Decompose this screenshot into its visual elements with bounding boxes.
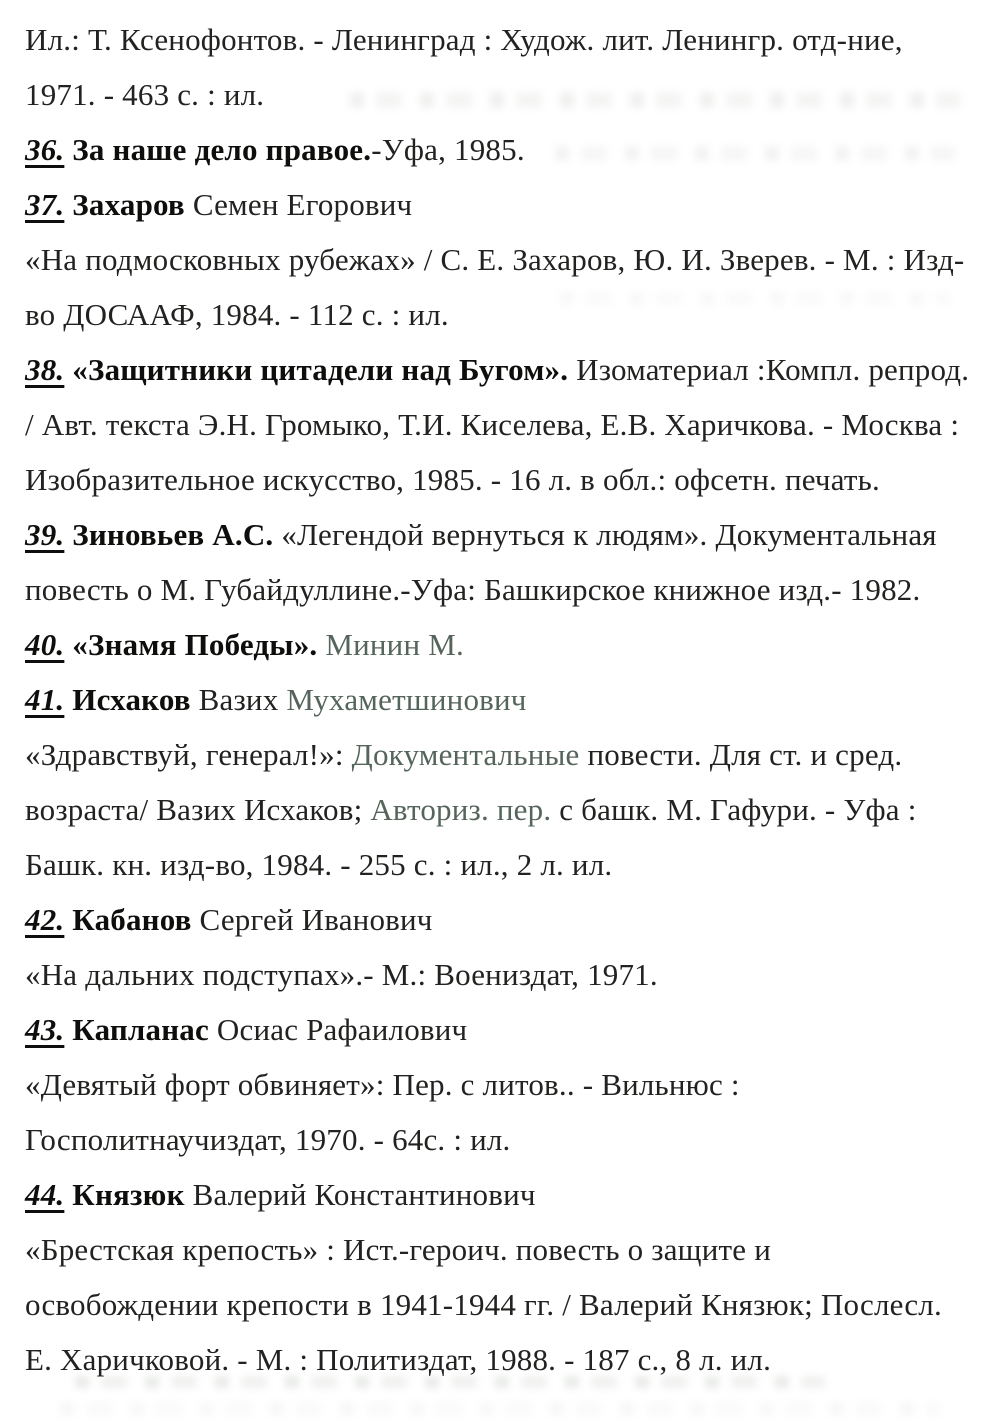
bib-text-segment: Ил.: Т. Ксенофонтов. - Ленинград : Худож. лит. Ленингр. отд-ние, bbox=[25, 22, 903, 57]
bib-text-segment: Осиас Рафаилович bbox=[208, 1012, 468, 1047]
bib-line-18 bbox=[25, 947, 983, 1002]
bib-text-segment: Исхаков bbox=[64, 682, 191, 717]
entry-number: 40. bbox=[25, 627, 65, 662]
bib-text-segment: «Легендой вернуться к людям». Документальная bbox=[273, 517, 937, 552]
bib-text-segment: «Знамя Победы». bbox=[64, 627, 318, 662]
bib-text-segment: Вазих bbox=[190, 682, 287, 717]
bib-line-16 bbox=[25, 837, 983, 892]
bib-text-segment: Сергей Иванович bbox=[191, 902, 433, 937]
bib-text-segment: Изобразительное искусство, 1985. - 16 л. в обл.: офсетн. печать. bbox=[25, 462, 880, 497]
bib-text-segment: Башк. кн. изд-во, 1984. - 255 с. : ил., 2 л. ил. bbox=[25, 847, 613, 882]
bib-text-segment: «Девятый форт обвиняет»: Пер. с литов.. - Вильнюс : bbox=[25, 1067, 740, 1102]
bibliography-page bbox=[25, 12, 983, 1387]
bib-text-segment: Изоматериал :Компл. репрод. bbox=[568, 352, 970, 387]
bib-line-2 bbox=[25, 67, 983, 122]
entry-number: 41. bbox=[25, 682, 65, 717]
bib-line-23 bbox=[25, 1222, 983, 1277]
bib-text-segment: во ДОСААФ, 1984. - 112 с. : ил. bbox=[25, 297, 449, 332]
bib-text-segment: За наше дело правое. bbox=[64, 132, 372, 167]
entry-number: 39. bbox=[25, 517, 65, 552]
bib-text-segment: «На подмосковных рубежах» / С. Е. Захаров, Ю. И. Зверев. - М. : Изд- bbox=[25, 242, 965, 277]
bib-line-14 bbox=[25, 727, 983, 782]
bib-text-segment: Капланас bbox=[64, 1012, 209, 1047]
bib-text-segment: с башк. М. Гафури. - Уфа : bbox=[551, 792, 917, 827]
bib-line-13 bbox=[25, 672, 983, 727]
bib-text-segment: Документальные bbox=[351, 737, 580, 772]
bib-line-12 bbox=[25, 617, 983, 672]
bib-text-segment: «Защитники цитадели над Бугом». bbox=[64, 352, 569, 387]
bib-text-segment: Валерий Константинович bbox=[184, 1177, 536, 1212]
bib-line-19 bbox=[25, 1002, 983, 1057]
bib-text-segment: Захаров bbox=[64, 187, 185, 222]
bib-line-25 bbox=[25, 1332, 983, 1387]
entry-number: 42. bbox=[25, 902, 65, 937]
bib-text-segment: возраста/ Вазих Исхаков; bbox=[25, 792, 371, 827]
bib-text-segment: освобождении крепости в 1941-1944 гг. / Валерий Князюк; Послесл. bbox=[25, 1287, 942, 1322]
bib-line-20 bbox=[25, 1057, 983, 1112]
entry-number: 44. bbox=[25, 1177, 65, 1212]
bib-line-1 bbox=[25, 12, 983, 67]
bib-text-segment: повести. Для ст. и сред. bbox=[579, 737, 903, 772]
bib-text-segment: / Авт. текста Э.Н. Громыко, Т.И. Киселева, Е.В. Харичкова. - Москва : bbox=[25, 407, 960, 442]
entry-number: 36. bbox=[25, 132, 65, 167]
bib-line-24 bbox=[25, 1277, 983, 1332]
bib-text-segment: повесть о М. Губайдуллине.-Уфа: Башкирское книжное изд.- 1982. bbox=[25, 572, 921, 607]
entry-number: 37. bbox=[25, 187, 65, 222]
bib-line-8 bbox=[25, 397, 983, 452]
bib-text-segment: Семен Егорович bbox=[184, 187, 413, 222]
bib-line-17 bbox=[25, 892, 983, 947]
bib-line-9 bbox=[25, 452, 983, 507]
bib-text-segment: Минин М. bbox=[317, 627, 464, 662]
bib-line-21 bbox=[25, 1112, 983, 1167]
bib-line-4 bbox=[25, 177, 983, 232]
bib-text-segment: Госполитнаучиздат, 1970. - 64с. : ил. bbox=[25, 1122, 511, 1157]
bib-text-segment: Зиновьев А.С. bbox=[64, 517, 274, 552]
bib-text-segment: Кабанов bbox=[64, 902, 192, 937]
entry-number: 43. bbox=[25, 1012, 65, 1047]
bib-text-segment: Князюк bbox=[64, 1177, 185, 1212]
bib-line-22 bbox=[25, 1167, 983, 1222]
bib-text-segment: -Уфа, 1985. bbox=[371, 132, 525, 167]
bib-text-segment: Мухаметшинович bbox=[286, 682, 527, 717]
bib-line-5 bbox=[25, 232, 983, 287]
bib-line-6 bbox=[25, 287, 983, 342]
bib-line-11 bbox=[25, 562, 983, 617]
bib-text-segment: 1971. - 463 с. : ил. bbox=[25, 77, 265, 112]
entry-number: 38. bbox=[25, 352, 65, 387]
bib-text-segment: Авториз. пер. bbox=[370, 792, 552, 827]
bib-text-segment: «Здравствуй, генерал!»: bbox=[25, 737, 352, 772]
bib-line-15 bbox=[25, 782, 983, 837]
bib-line-3 bbox=[25, 122, 983, 177]
bib-line-7 bbox=[25, 342, 983, 397]
bib-line-10 bbox=[25, 507, 983, 562]
scan-bleedthrough-artifact bbox=[60, 1402, 940, 1416]
bib-text-segment: Е. Харичковой. - М. : Политиздат, 1988. - 187 с., 8 л. ил. bbox=[25, 1342, 772, 1377]
bib-text-segment: «На дальних подступах».- М.: Воениздат, 1971. bbox=[25, 957, 658, 992]
bib-text-segment: «Брестская крепость» : Ист.-героич. повесть о защите и bbox=[25, 1232, 771, 1267]
